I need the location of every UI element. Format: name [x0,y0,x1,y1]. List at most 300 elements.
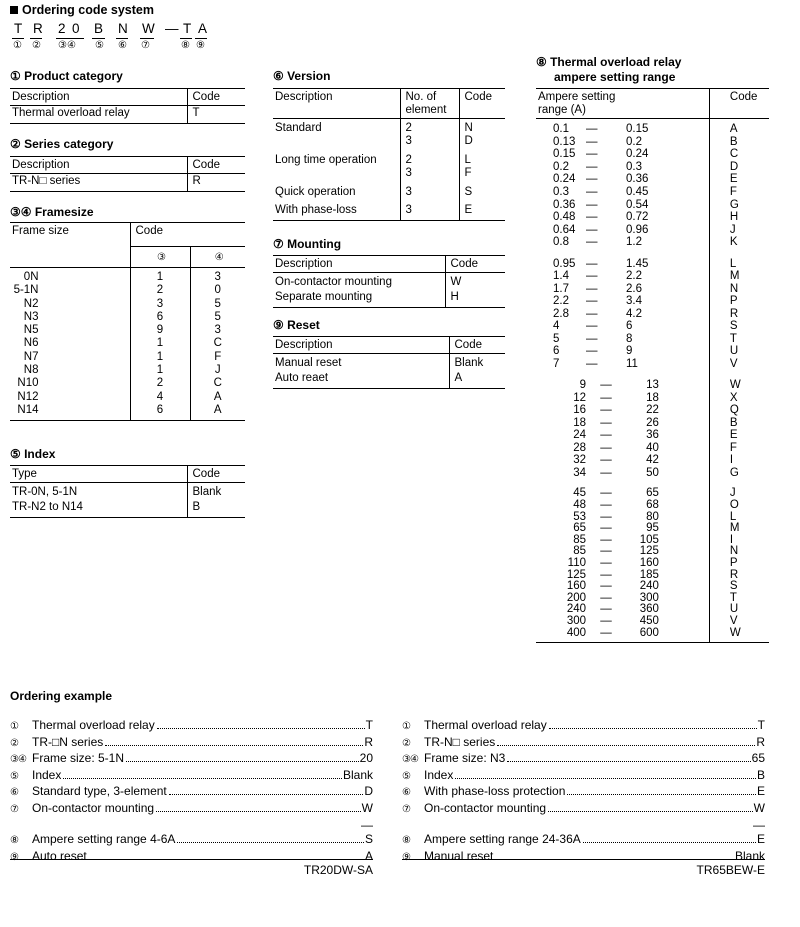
code-cell: E [709,429,769,442]
range-max: 0.2 [626,135,642,148]
digit3-cell: 6 [130,404,190,421]
elements-cell: 3 [400,167,459,180]
description-cell: Long time operation [275,154,377,166]
range-max: 0.54 [626,198,649,211]
header-row [10,223,245,247]
elements-cell: 3 [400,199,459,221]
code-cell: B [187,500,245,518]
range-dash: — [586,345,598,358]
table-row [10,174,245,192]
code-cell: F [709,442,769,455]
description-cell: On-contactor mounting [275,276,392,288]
position-number: ② [402,737,411,749]
dot-leader [177,842,364,843]
digit4-cell: 5 [190,311,245,324]
range-min: 45 [573,487,586,500]
range-min: 0.15 [553,148,576,161]
table-row [536,236,769,249]
code-cell: E [709,173,769,186]
range-dash: — [600,454,612,467]
range-min: 110 [567,557,586,569]
item-label: On-contactor mounting [32,800,155,815]
range-max: 95 [646,522,659,535]
table-row [536,454,769,467]
range-max: 2.2 [626,270,642,283]
code-cell: P [709,295,769,308]
range-dash: — [586,332,598,345]
description-cell: With phase-loss [275,204,357,216]
example-item [10,768,373,785]
position-number: ② [10,737,19,749]
title-text: Ordering code system [22,3,154,17]
code-underline [195,38,207,39]
table-row [536,283,769,296]
table-row [273,135,505,148]
digit3-cell: 1 [130,351,190,364]
code-cell: I [709,535,769,547]
item-code: W [361,800,373,815]
col-code: Code [449,337,505,354]
code-cell: J [709,479,769,500]
code-cell: A [709,119,769,136]
range-max: 6 [626,320,633,333]
code-cell: N [459,119,505,136]
digit4-cell: 0 [190,284,245,297]
table-row [10,404,245,421]
code-cell: K [709,236,769,249]
code-cell: C [709,148,769,161]
range-max: 3.4 [626,295,642,308]
range-max: 360 [639,603,659,616]
code-cell: R [709,570,769,582]
example-item [402,784,765,801]
range-max: 0.36 [626,173,649,186]
example-item [10,784,373,801]
dot-leader [63,778,342,779]
code-cell: X [709,392,769,405]
code-cell: M [709,523,769,535]
range-min: 85 [573,545,586,558]
dot-leader [567,794,756,795]
code-cell: H [445,290,505,308]
frame-size-cell: 5-1N [13,284,39,297]
frame-size-cell: N12 [17,390,39,403]
position-number: ⑥ [118,40,127,51]
index-heading: ⑤ Index [10,447,56,461]
code-underline [116,38,128,39]
range-dash: — [586,223,598,236]
digit4-cell: 3 [190,324,245,337]
code-cell: R [709,308,769,321]
code-cell: L [709,249,769,271]
code-character: A [198,21,208,36]
col-code: Code [187,89,245,106]
range-max: 0.24 [626,148,649,161]
range-dash: — [586,357,598,370]
range-max: 65 [646,487,659,500]
digit4-cell: C [190,337,245,350]
range-min: 300 [566,614,586,627]
position-number: ⑤ [402,770,411,782]
code-character: W [142,21,155,36]
divider [10,859,373,860]
code-cell: T [709,593,769,605]
code-cell: J [709,224,769,237]
range-min: 0.24 [553,173,576,186]
position-number: ⑨ [10,851,19,863]
example-item [402,718,765,735]
code-cell: E [459,199,505,221]
table-row [10,364,245,377]
range-min: 0.95 [553,257,576,270]
position-number: ② [32,40,41,51]
range-dash: — [600,487,612,500]
item-label: TR-□N series [32,734,104,749]
code-underline [180,38,192,39]
dot-leader [105,745,363,746]
code-character: R [33,21,43,36]
table-row [10,377,245,390]
range-max: 0.96 [626,223,649,236]
code-cell: T [709,333,769,346]
table-row [536,320,769,333]
range-min: 32 [573,454,586,467]
item-label: Manual reset [424,848,494,863]
range-dash: — [600,379,612,392]
range-dash: — [600,580,612,593]
frame-size-cell: N5 [23,324,39,337]
digit3-cell: 1 [130,364,190,377]
table-row [273,290,505,308]
code-character: 0 [72,21,80,36]
table-row [273,180,505,199]
example-item [10,832,373,849]
description-cell: Standard [275,122,322,134]
code-cell: A [449,371,505,389]
table-row [10,298,245,311]
page-title [10,3,154,17]
table-row [536,136,769,149]
frame-size-cell: N10 [17,377,39,390]
col-elements: No. of element [400,89,459,119]
code-cell: V [709,616,769,628]
col-range: Ampere setting range (A) [536,89,709,119]
dot-leader [548,811,753,812]
code-underline [56,38,84,39]
range-dash: — [586,148,598,161]
item-code: B [756,767,765,782]
position-number: ⑧ [10,835,19,847]
header-row [273,337,505,354]
header-row [10,89,245,106]
ordering-example-left [10,718,373,865]
elements-cell: 3 [400,135,459,148]
range-min: 85 [573,533,586,546]
description-cell: TR-N2 to N14 [12,501,83,513]
item-code: R [756,734,765,749]
version-heading: ⑥ Version [273,69,331,83]
position-number: ③④ [10,754,26,766]
table-row [10,483,245,501]
range-dash: — [586,307,598,320]
range-min: 5 [553,332,560,345]
example-item [10,801,373,818]
reset-table [273,336,505,389]
range-max: 240 [639,580,659,593]
code-cell: P [709,558,769,570]
code-character: — [165,21,179,36]
model-code-left: TR20DW-SA [303,863,373,877]
position-number: ① [13,40,22,51]
code-character: 2 [58,21,66,36]
description-cell [273,135,400,148]
range-dash: — [600,499,612,512]
code-cell: R [187,174,245,192]
code-character: B [94,21,104,36]
range-dash: — [600,404,612,417]
product-category-heading: ① Product category [10,69,123,83]
code-cell: U [709,604,769,616]
range-max: 160 [639,557,659,569]
index-table [10,465,245,518]
frame-size-cell: N8 [23,364,39,377]
table-row [536,404,769,417]
range-min: 0.8 [553,236,569,249]
code-cell: Blank [187,483,245,501]
position-number: ⑤ [10,770,19,782]
dot-leader [157,728,365,729]
position-number: ① [10,721,19,732]
item-code: T [757,718,765,732]
range-min: 34 [573,466,586,479]
description-cell: Quick operation [275,186,356,198]
table-row [536,173,769,186]
range-min: 6 [553,345,560,358]
col-description: Description [10,157,187,174]
item-label: Thermal overload relay [424,718,547,732]
mounting-heading: ⑦ Mounting [273,237,342,251]
range-dash: — [586,185,598,198]
code-cell: L [459,148,505,167]
code-cell: V [709,358,769,371]
range-min: 16 [573,404,586,417]
range-dash: — [586,236,598,249]
item-label: Frame size: 5-1N [32,751,125,766]
table-row [273,371,505,389]
position-number: ⑦ [10,803,19,815]
digit3-cell: 2 [130,284,190,297]
range-dash: — [586,282,598,295]
range-max: 105 [639,533,659,546]
col-code: Code [187,157,245,174]
item-code: E [756,784,765,799]
col-description: Description [10,89,187,106]
position-number: ⑧ [181,40,190,51]
col-code: Code [445,256,505,273]
ordering-example-heading: Ordering example [10,689,113,703]
range-dash: — [600,545,612,558]
item-code: 65 [751,751,765,766]
position-number: ⑨ [402,851,411,863]
table-row [536,119,769,136]
header-row [10,466,245,483]
code-cell: S [709,320,769,333]
table-row [10,500,245,518]
item-code: D [364,784,373,799]
range-max: 26 [646,416,659,429]
range-min: 48 [573,499,586,512]
frame-size-cell: N14 [17,403,39,416]
item-code: S [364,832,373,847]
range-dash: — [600,466,612,479]
item-label: Index [32,767,62,782]
position-number: ⑤ [95,40,104,51]
range-min: 0.64 [553,223,576,236]
framesize-table [10,222,245,421]
range-min: 9 [579,379,586,392]
digit4-cell: A [190,391,245,404]
range-dash: — [600,441,612,454]
code-cell: H [709,211,769,224]
code-underline [140,38,154,39]
example-item [402,801,765,818]
code-cell: B [709,417,769,430]
code-cell: G [709,467,769,480]
table-row [10,324,245,337]
item-label: Ampere setting range 4-6A [32,832,176,847]
frame-size-cell: N7 [23,350,39,363]
range-min: 125 [566,568,586,581]
range-min: 200 [566,591,586,604]
table-row [273,148,505,167]
dot-leader [583,842,756,843]
item-code: Blank [734,848,765,863]
ampere-range-table [536,88,769,643]
range-dash: — [600,614,612,627]
table-row [273,199,505,221]
position-number: ⑧ [402,835,411,847]
table-row [536,333,769,346]
header-row [273,256,505,273]
code-cell: G [709,199,769,212]
range-dash: — [600,416,612,429]
description-cell: Auto reaet [275,372,329,384]
range-dash: — [600,510,612,523]
example-item [402,735,765,752]
table-row [536,186,769,199]
digit4-cell: J [190,364,245,377]
dot-leader [497,745,755,746]
code-underline [92,38,105,39]
range-dash: — [600,591,612,604]
item-code: Blank [342,767,373,782]
range-min: 4 [553,320,560,333]
range-min: 1.7 [553,282,569,295]
code-cell: O [709,500,769,512]
range-min: 18 [573,416,586,429]
item-code: W [753,800,765,815]
range-dash: — [600,533,612,546]
item-code: R [364,734,373,749]
example-item [10,735,373,752]
table-row [536,358,769,371]
table-row [273,354,505,372]
range-max: 0.15 [626,123,649,135]
description-cell: Thermal overload relay [12,107,130,119]
description-cell: TR-N□ series [12,175,81,187]
position-number: ③④ [58,40,76,51]
col-description: Type [10,466,187,483]
range-min: 65 [573,522,586,535]
range-dash: — [600,522,612,535]
code-cell: D [709,161,769,174]
elements-cell: 2 [400,148,459,167]
frame-size-cell: N2 [23,297,39,310]
dot-leader [507,761,750,762]
code-cell: N [709,546,769,558]
frame-size-cell: N6 [23,337,39,350]
table-row [536,417,769,430]
range-max: 22 [646,404,659,417]
range-max: 11 [626,357,638,370]
range-dash: — [586,270,598,283]
digit3-cell: 1 [130,337,190,350]
item-label: Standard type, 3-element [32,784,167,799]
item-label: TR-N□ series [424,734,496,749]
code-cell: W [709,370,769,392]
digit3-cell: 3 [130,298,190,311]
range-min: 160 [566,580,586,593]
position-number: ⑨ [196,40,205,51]
dash-separator: — [361,817,373,832]
range-min: 240 [566,603,586,616]
reset-heading: ⑨ Reset [273,318,320,332]
item-code: T [365,718,373,732]
code-cell: B [709,136,769,149]
range-min: 0.13 [553,135,576,148]
range-dash: — [600,568,612,581]
range-max: 300 [639,591,659,604]
elements-cell: 2 [400,119,459,136]
mounting-table [273,255,505,308]
digit3-cell: 6 [130,311,190,324]
code-cell: F [709,186,769,199]
position-number: ⑥ [402,787,411,799]
table-row [10,106,245,124]
range-max: 1.2 [626,236,642,249]
code-cell: Q [709,404,769,417]
range-dash: — [586,257,598,270]
table-row [536,429,769,442]
range-max: 80 [646,510,659,523]
position-number: ① [402,721,411,732]
framesize-heading: ③④ Framesize [10,205,94,219]
table-row [273,273,505,291]
digit3-cell: 4 [130,391,190,404]
header-row [10,157,245,174]
range-min: 400 [566,626,586,639]
table-row [536,211,769,224]
frame-size-cell: 0N [23,271,39,283]
table-row [536,295,769,308]
range-dash: — [586,211,598,224]
table-row [536,628,769,643]
elements-cell: 3 [400,180,459,199]
col-code: Code [459,89,505,119]
example-item [402,832,765,849]
code-cell: I [709,454,769,467]
table-row [273,119,505,136]
